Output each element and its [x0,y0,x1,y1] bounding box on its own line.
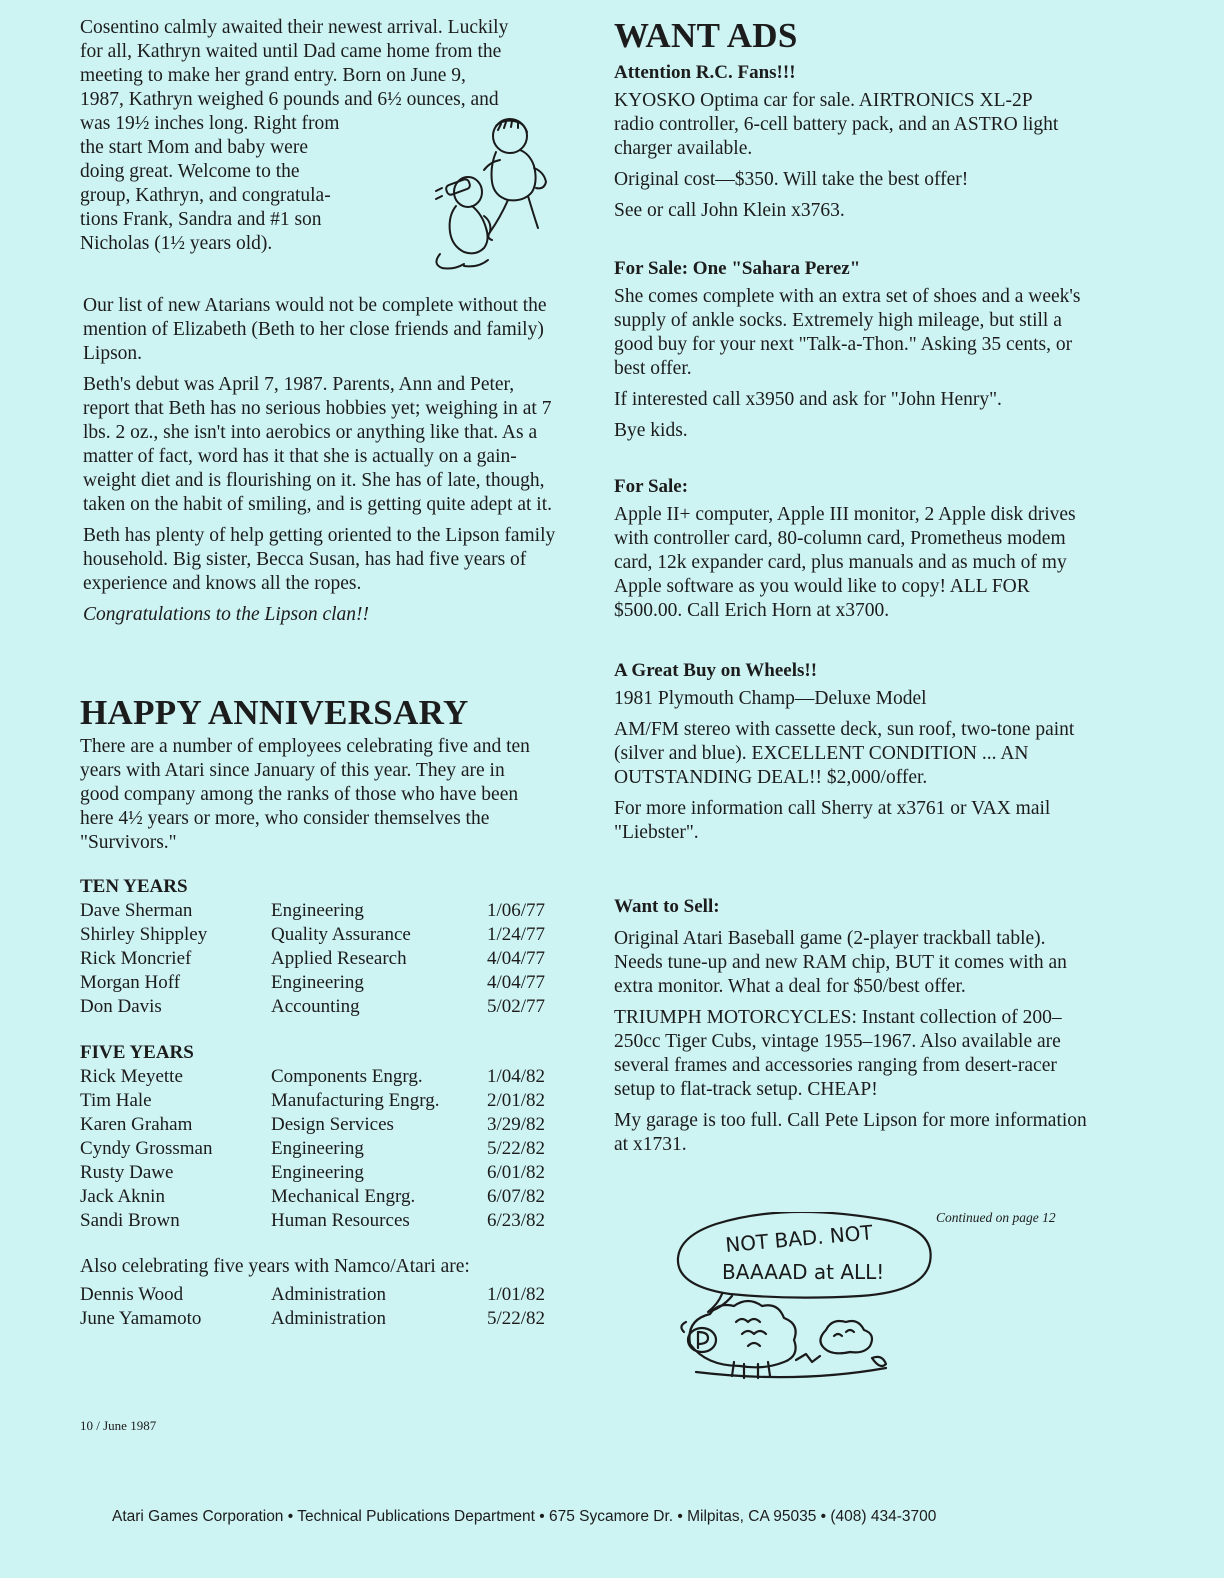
section-title: WANT ADS [614,16,798,55]
paragraph: See or call John Klein x3763. [614,200,845,221]
paragraph: AM/FM stereo with cassette deck, sun roof, two-tone paint (silver and blue). EXCELLENT CONDITION ... AN OUTSTANDING DEAL!! $2,000/offer. [614,719,1075,788]
department: Applied Research [271,948,407,969]
paragraph: There are a number of employees celebrating five and ten years with Atari since January of this year. They are in good company among the ranks of those who have been here 4½ years or more, who consider themselves the "Survivors." [80,736,530,853]
text-line: group, Kathryn, and congratula- [80,185,331,206]
table-row [80,1161,560,1185]
paragraph: If interested call x3950 and ask for "John Henry". [614,389,1002,410]
date: 5/22/82 [487,1138,546,1159]
table-row [80,923,560,947]
department: Components Engrg. [271,1066,423,1087]
date: 3/29/82 [487,1114,546,1135]
date: 6/23/82 [487,1210,546,1231]
date: 1/24/77 [487,924,546,945]
table-row [80,899,560,923]
department: Mechanical Engrg. [271,1186,416,1207]
want-ad [614,475,1094,623]
footer-address: Atari Games Corporation • Technical Publications Department • 675 Sycamore Dr. • Milpitas, CA 95035 • (408) 434-3700 [112,1508,937,1525]
date: 6/01/82 [487,1162,546,1183]
employee-name: Cyndy Grossman [80,1138,213,1159]
speech-line: BAAAAD at ALL! [722,1260,885,1284]
employee-name: Jack Aknin [80,1186,165,1207]
anniversary-section [80,693,560,1331]
list-heading: FIVE YEARS [80,1042,194,1063]
date: 5/02/77 [487,996,546,1017]
table-row [80,971,560,995]
department: Human Resources [271,1210,410,1231]
want-ad [614,257,1094,443]
ad-heading: A Great Buy on Wheels!! [614,660,818,681]
paragraph: KYOSKO Optima car for sale. AIRTRONICS XL-2P radio controller, 6-cell battery pack, and an ASTRO light charger available. [614,90,1059,159]
date: 2/01/82 [487,1090,546,1111]
text-line: Cosentino calmly awaited their newest arrival. Luckily [80,17,509,38]
date: 4/04/77 [487,948,546,969]
want-ad [614,895,1094,1157]
paragraph: Our list of new Atarians would not be complete without the mention of Elizabeth (Beth to her close friends and family) Lipson. [83,295,547,364]
employee-name: June Yamamoto [80,1308,202,1329]
table-row [80,947,560,971]
employee-name: Morgan Hoff [80,972,181,993]
table-row [80,1113,560,1137]
page-number: 10 / June 1987 [80,1418,157,1433]
speech-line: NOT BAD. NOT [724,1220,874,1257]
sheep-cartoon [676,1212,940,1390]
paragraph: Beth has plenty of help getting oriented to the Lipson family household. Big sister, Becca Susan, has had five years of experience and knows all the ropes. [83,525,556,594]
table-row [80,1137,560,1161]
date: 4/04/77 [487,972,546,993]
text-line: meeting to make her grand entry. Born on June 9, [80,65,466,86]
employee-name: Tim Hale [80,1090,152,1111]
department: Engineering [271,972,364,993]
continued-note: Continued on page 12 [936,1210,1056,1225]
paragraph: Apple II+ computer, Apple III monitor, 2 Apple disk drives with controller card, 80-column card, Prometheus modem card, 12k expander card, plus manuals and as much of my Apple software as you would like to copy! ALL FOR $500.00. Call Erich Horn at x3700. [614,504,1076,621]
list-heading: TEN YEARS [80,876,188,897]
text-line: the start Mom and baby were [80,137,308,158]
namco-list [80,1283,560,1331]
department: Engineering [271,1138,364,1159]
balloon-tail [708,1294,732,1312]
text-line: Nicholas (1½ years old). [80,233,273,254]
department: Engineering [271,1162,364,1183]
table-row [80,1209,560,1233]
text-line: 1987, Kathryn weighed 6 pounds and 6½ ounces, and [80,89,499,110]
department: Manufacturing Engrg. [271,1090,440,1111]
employee-name: Sandi Brown [80,1210,180,1231]
text-line: tions Frank, Sandra and #1 son [80,209,322,230]
want-ad [614,61,1094,223]
date: 1/04/82 [487,1066,546,1087]
ad-heading: Want to Sell: [614,896,720,917]
paragraph: Beth's debut was April 7, 1987. Parents, Ann and Peter, report that Beth has no serious hobbies yet; weighing in at 7 lbs. 2 oz., she isn't into aerobics or anything like that. As a matter of fact, word has it that she is actually on a gain-weight diet and is flourishing on it. She has of late, though, taken on the habit of smiling, and is getting quite adept at it. [83,374,552,515]
employee-name: Don Davis [80,996,162,1017]
department: Administration [271,1284,387,1305]
department: Quality Assurance [271,924,411,945]
beth-birth-announcement [80,294,560,627]
table-row [80,1089,560,1113]
text-line: for all, Kathryn waited until Dad came home from the [80,41,502,62]
table-row [80,995,560,1019]
table-row [80,1185,560,1209]
right-column [614,16,1094,1164]
paragraph: TRIUMPH MOTORCYCLES: Instant collection of 200–250cc Tiger Cubs, vintage 1955–1967. Also available are several frames and accessories ranging from desert-racer setup to flat-track setup. CHEAP! [614,1007,1062,1100]
text-line: doing great. Welcome to the [80,161,300,182]
five-years-list [80,1065,560,1233]
employee-name: Karen Graham [80,1114,193,1135]
date: 1/06/77 [487,900,546,921]
speech-balloon [678,1212,931,1298]
employee-name: Rick Meyette [80,1066,183,1087]
want-ad [614,659,1094,845]
ten-years-list [80,899,560,1019]
paragraph: Also celebrating five years with Namco/Atari are: [80,1256,470,1277]
paragraph: 1981 Plymouth Champ—Deluxe Model [614,688,927,709]
babies-illustration [424,116,556,274]
employee-name: Shirley Shippley [80,924,208,945]
table-row [80,1065,560,1089]
section-title: HAPPY ANNIVERSARY [80,693,469,732]
department: Accounting [271,996,360,1017]
employee-name: Rusty Dawe [80,1162,174,1183]
ad-heading: For Sale: One "Sahara Perez" [614,258,861,279]
date: 1/01/82 [487,1284,546,1305]
employee-name: Dave Sherman [80,900,193,921]
paragraph: She comes complete with an extra set of shoes and a week's supply of ankle socks. Extremely high mileage, but still a good buy for your next "Talk-a-Thon." Asking 35 cents, or best offer. [614,286,1081,379]
department: Engineering [271,900,364,921]
ad-heading: Attention R.C. Fans!!! [614,62,796,83]
department: Administration [271,1308,387,1329]
department: Design Services [271,1114,394,1135]
table-row [80,1283,560,1307]
paragraph: For more information call Sherry at x3761 or VAX mail "Liebster". [614,798,1051,843]
employee-name: Dennis Wood [80,1284,184,1305]
date: 6/07/82 [487,1186,546,1207]
table-row [80,1307,560,1331]
paragraph: Bye kids. [614,420,688,441]
paragraph: Original Atari Baseball game (2-player trackball table). Needs tune-up and new RAM chip, BUT it comes with an extra monitor. What a deal for $50/best offer. [614,928,1067,997]
date: 5/22/82 [487,1308,546,1329]
text-line: was 19½ inches long. Right from [80,113,340,134]
paragraph: Congratulations to the Lipson clan!! [83,604,370,625]
paragraph: My garage is too full. Call Pete Lipson for more information at x1731. [614,1110,1087,1155]
employee-name: Rick Moncrief [80,948,192,969]
paragraph: Original cost—$350. Will take the best offer! [614,169,969,190]
ad-heading: For Sale: [614,476,689,497]
